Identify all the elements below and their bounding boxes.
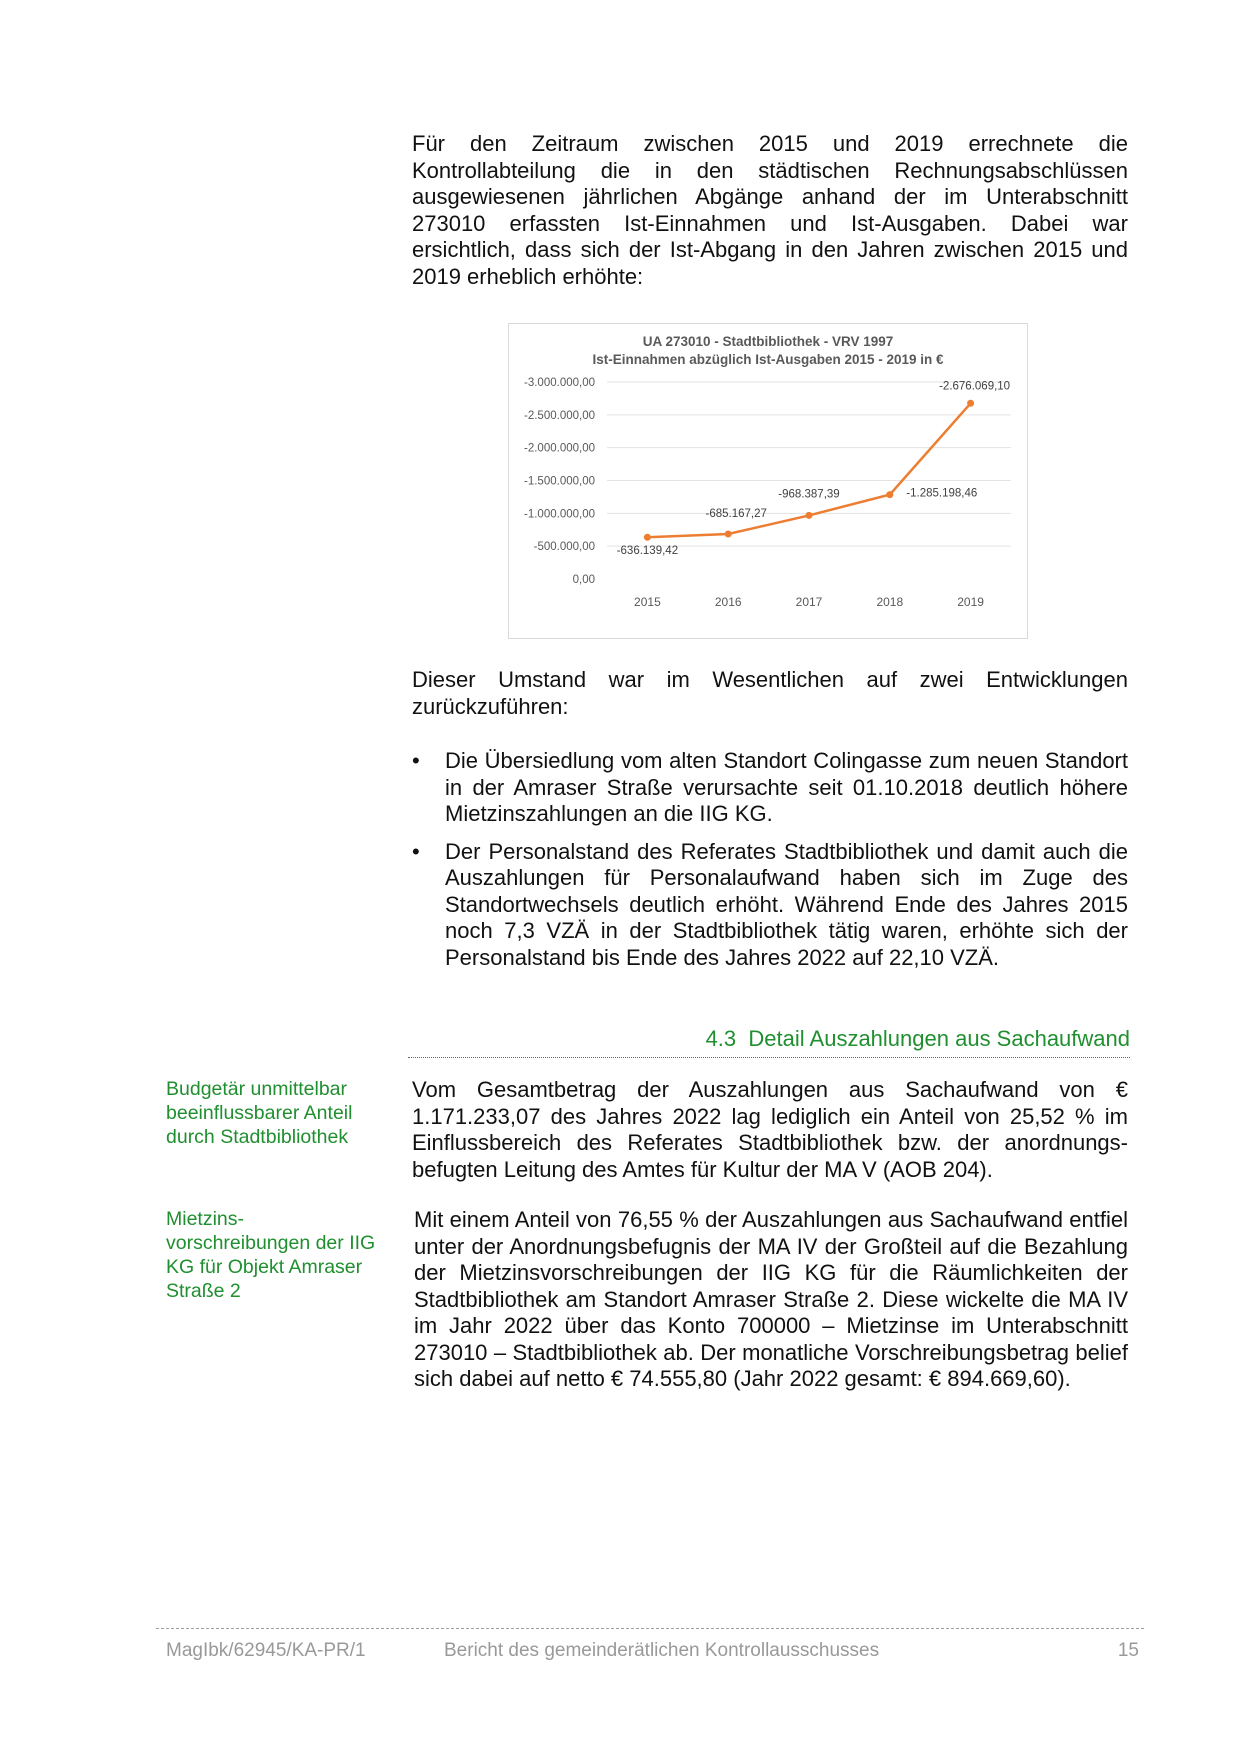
- data-point: [725, 531, 732, 538]
- rent-paragraph: Mit einem Anteil von 76,55 % der Auszahlungen aus Sachaufwand entfiel unter der Anordnungsbefugnis der MA IV der Großteil auf die Bezahlung der Mietzinsvorschreibungen der IIG KG für die Räumlichkeiten der Stadtbibliothek am Standort Amraser Straße 2. Diese wickelte die MA IV im Jahr 2022 über das Konto 700000 – Mietzinse im Unterabschnitt 273010 – Stadtbibliothek ab. Der monatliche Vorschreibungsbetrag belief sich dabei auf netto € 74.555,80 (Jahr 2022 gesamt: € 894.669,60).: [414, 1207, 1128, 1391]
- sachaufwand-paragraph: Vom Gesamtbetrag der Auszahlungen aus Sachaufwand von € 1.171.233,07 des Jahres 2022 lag lediglich ein Anteil von 25,52 % im Einflussbereich des Referates Stadtbibliothek bzw. der anordnungs-befugten Leitung des Amtes für Kultur der MA V (AOB 204).: [412, 1077, 1128, 1182]
- footer-divider: [156, 1628, 1144, 1629]
- x-tick-label: 2017: [795, 595, 823, 609]
- y-tick-label: -1.000.000,00: [524, 508, 595, 521]
- y-tick-label: -2.000.000,00: [524, 442, 595, 455]
- data-label: -2.676.069,10: [939, 380, 1011, 393]
- y-tick-label: 0,00: [572, 574, 595, 586]
- section-number: 4.3: [705, 1026, 737, 1051]
- data-point: [886, 491, 893, 498]
- y-tick-label: -3.000.000,00: [524, 377, 595, 389]
- data-point: [644, 534, 651, 541]
- bullet-item: [412, 748, 1128, 828]
- margin-note-budget: Budgetär unmittelbar beeinflussbarer Anteil durch Stadtbibliothek: [166, 1078, 353, 1148]
- y-tick-label: -2.500.000,00: [524, 409, 595, 422]
- footer-page-number: 15: [1117, 1640, 1139, 1661]
- line-chart: [509, 324, 1027, 638]
- bullet-text: Der Personalstand des Referates Stadtbibliothek und damit auch die Auszahlungen für Personalaufwand haben sich im Zuge des Standortwechsels deutlich erhöht. Während Ende des Jahres 2015 noch 7,3 VZÄ in der Stadtbibliothek tätig waren, erhöhte sich der Personalstand bis Ende des Jahres 2022 auf 22,10 VZÄ.: [445, 838, 1128, 970]
- data-point: [806, 512, 813, 519]
- x-tick-label: 2019: [957, 595, 984, 609]
- chart-subtitle: Ist-Einnahmen abzüglich Ist-Ausgaben 2015 - 2019 in €: [592, 352, 944, 367]
- bullet-marker: •: [412, 838, 420, 864]
- bullet-text: Die Übersiedlung vom alten Standort Colingasse zum neuen Standort in der Amraser Straße verursachte seit 01.10.2018 deutlich höhere Mietzinszahlungen an die IIG KG.: [445, 748, 1128, 826]
- bullet-marker: •: [412, 748, 420, 773]
- y-tick-label: -500.000,00: [533, 541, 595, 554]
- data-label: -968.387,39: [778, 488, 840, 501]
- x-tick-label: 2016: [714, 595, 742, 609]
- footer-reference: MagIbk/62945/KA-PR/1: [166, 1640, 366, 1661]
- chart-title: UA 273010 - Stadtbibliothek - VRV 1997: [642, 334, 894, 349]
- section-heading: [408, 1026, 1130, 1058]
- after-chart-paragraph: Dieser Umstand war im Wesentlichen auf zwei Entwicklungen zurückzuführen:: [412, 667, 1128, 719]
- y-tick-label: -1.500.000,00: [524, 475, 595, 488]
- x-tick-label: 2018: [876, 595, 904, 609]
- footer-title: Bericht des gemeinderätlichen Kontrollausschusses: [444, 1640, 880, 1661]
- data-label: -1.285.198,46: [906, 487, 978, 500]
- data-label: -636.139,42: [616, 545, 679, 558]
- margin-note-rent: Mietzins-vorschreibungen der IIG KG für Objekt Amraser Straße 2: [166, 1208, 376, 1302]
- data-label: -685.167,27: [705, 508, 767, 521]
- bullet-list: [412, 748, 1128, 982]
- section-title: Detail Auszahlungen aus Sachaufwand: [748, 1026, 1130, 1051]
- data-point: [967, 400, 974, 407]
- bullet-item: [412, 839, 1128, 972]
- x-tick-label: 2015: [634, 595, 661, 609]
- chart-container: [508, 323, 1028, 639]
- intro-paragraph: Für den Zeitraum zwischen 2015 und 2019 errechnete die Kontrollabteilung die in den städtischen Rechnungsabschlüssen ausgewiesenen jährlichen Abgänge anhand der im Unterabschnitt 273010 erfassten Ist-Einnahmen und Ist-Ausgaben. Dabei war ersichtlich, dass sich der Ist-Abgang in den Jahren zwischen 2015 und 2019 erheblich erhöhte:: [412, 131, 1128, 289]
